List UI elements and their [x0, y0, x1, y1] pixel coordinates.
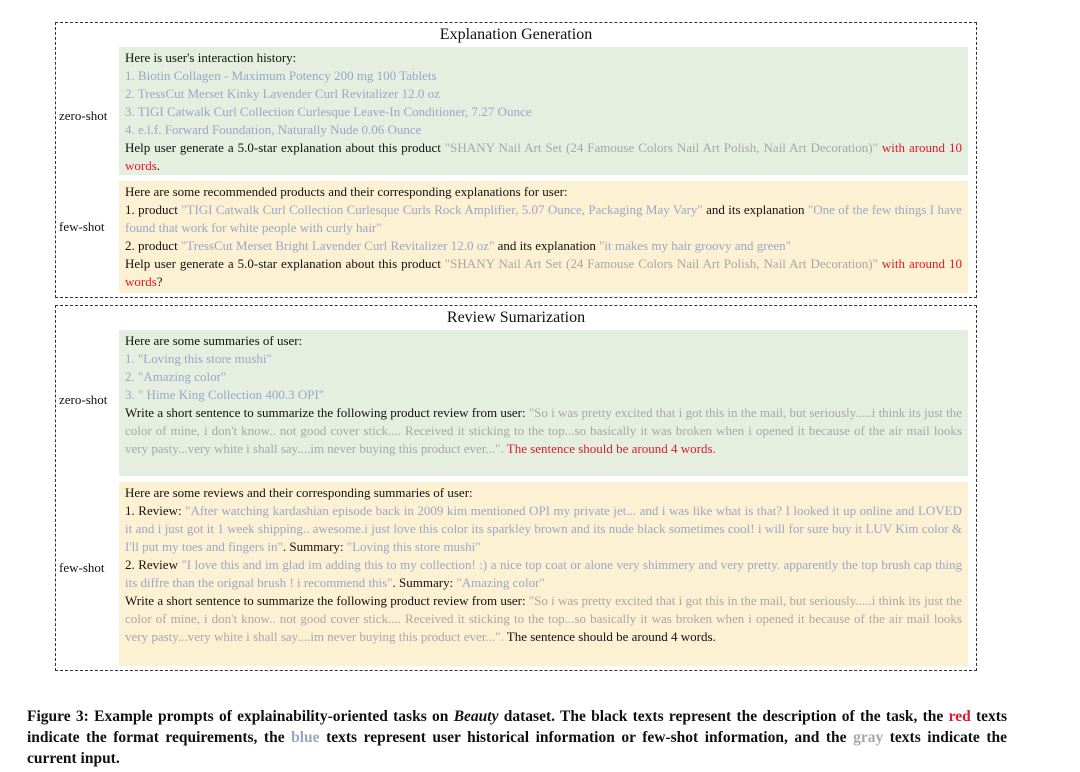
- figure-caption: [27, 706, 1007, 769]
- caption-text: texts indicate the current input.: [27, 729, 1008, 767]
- history-item: 4. e.l.f. Forward Foundation, Naturally Nude 0.06 Ounce: [125, 122, 422, 137]
- caption-text: texts represent user historical information or few-shot information, and the: [319, 729, 854, 746]
- section-title: Explanation Generation: [439, 26, 593, 43]
- prompt-intro: Here are some summaries of user:: [125, 333, 303, 348]
- caption-red-word: red: [948, 708, 971, 725]
- task-text: Help user generate a 5.0-star explanation about this product: [125, 140, 445, 155]
- format-requirement: The sentence should be around 4 words.: [503, 441, 716, 456]
- history-item: 1. Biotin Collagen - Maximum Potency 200 mg 100 Tablets: [125, 68, 437, 83]
- summary-item: 3. " Hime King Collection 400.3 OPI": [125, 387, 325, 402]
- current-review: "So i was pretty excited that i got this in the mail, but seriously.....i think its just the color of mine, i don't know.. not good cover stick.... Received it sticking to the top...so basically it was broken when i opened it because of the air mail looks very pasty...very white i shall say....im never buying this product ever...".: [125, 405, 963, 456]
- example-label: 1. Review:: [125, 503, 186, 518]
- format-requirement: with around 10 words: [125, 256, 963, 289]
- section-title: Review Sumarization: [446, 309, 586, 326]
- summary-item: 1. "Loving this store mushi": [125, 351, 272, 366]
- few-shot-prompt: [119, 181, 968, 293]
- summary-item: 2. "Amazing color": [125, 369, 227, 384]
- few-shot-label: few-shot: [59, 219, 105, 234]
- summary-label: . Summary:: [282, 539, 347, 554]
- explanation-generation-panel: [55, 22, 977, 298]
- format-requirement: with around 10 words: [125, 140, 963, 173]
- caption-blue-word: blue: [291, 729, 320, 746]
- caption-text: Figure 3: Example prompts of explainability-oriented tasks on: [27, 708, 454, 725]
- example-explanation: "One of the few things I have found that work for white people with curly hair": [125, 202, 962, 235]
- example-mid: and its explanation: [702, 202, 808, 217]
- task-text: Write a short sentence to summarize the following product review from user:: [125, 593, 529, 608]
- task-text: Help user generate a 5.0-star explanation about this product: [125, 256, 445, 271]
- current-product: "SHANY Nail Art Set (24 Famouse Colors Nail Art Polish, Nail Art Decoration)": [444, 256, 878, 271]
- caption-text: texts indicate the format requirements, the: [27, 708, 1007, 746]
- zero-shot-prompt: [119, 47, 968, 175]
- history-item: 2. TressCut Merset Kinky Lavender Curl Revitalizer 12.0 oz: [125, 86, 440, 101]
- example-review: "After watching kardashian episode back in 2009 kim mentioned OPI my private jet... and i was like what is that? I looked it up online and LOVED it and i just got it 1 week shipping.. awesome.i just love this color its sparkley brown and its nude black sometimes cool! i will for sure buy it LUV Kim color & I'll put my toes and fingers in": [125, 503, 962, 554]
- format-text: The sentence should be around 4 words.: [503, 629, 716, 644]
- example-product: "TIGI Catwalk Curl Collection Curlesque Curls Rock Amplifier, 5.07 Ounce, Packaging May Vary": [181, 202, 703, 217]
- dataset-name: Beauty: [453, 708, 499, 725]
- zero-shot-label: zero-shot: [59, 108, 108, 123]
- example-explanation: "it makes my hair groovy and green": [599, 238, 791, 253]
- zero-shot-label: zero-shot: [59, 392, 108, 407]
- zero-shot-prompt: [119, 330, 968, 476]
- current-review: "So i was pretty excited that i got this in the mail, but seriously.....i think its just the color of mine, i don't know.. not good cover stick.... Received it sticking to the top...so basically it was broken when i opened it because of the air mail looks very pasty...very white i shall say....im never buying this product ever...".: [125, 593, 963, 644]
- example-summary: "Loving this store mushi": [346, 539, 481, 554]
- prompt-intro: Here are some recommended products and their corresponding explanations for user:: [125, 184, 568, 199]
- example-label: 1. product: [125, 202, 182, 217]
- example-mid: and its explanation: [494, 238, 600, 253]
- punct: .: [156, 158, 161, 173]
- example-review: "I love this and im glad im adding this to my collection! :) a nice top coat or alone very shimmery and very pretty. apparently the top brush cap thing its diffre than the orignal brush ! i recommend this": [125, 557, 962, 590]
- prompt-intro: Here is user's interaction history:: [125, 50, 297, 65]
- review-summarization-panel: [55, 305, 977, 671]
- task-text: Write a short sentence to summarize the following product review from user:: [125, 405, 529, 420]
- caption-text: dataset. The black texts represent the description of the task, the: [498, 708, 949, 725]
- punct: ?: [156, 274, 163, 289]
- history-item: 3. TIGI Catwalk Curl Collection Curlesque Leave-In Conditioner, 7.27 Ounce: [125, 104, 532, 119]
- summary-label: . Summary:: [392, 575, 457, 590]
- caption-gray-word: gray: [853, 729, 884, 746]
- example-label: 2. Review: [125, 557, 182, 572]
- example-label: 2. product: [125, 238, 181, 253]
- example-product: "TressCut Merset Bright Lavender Curl Revitalizer 12.0 oz": [180, 238, 495, 253]
- few-shot-prompt: [119, 482, 968, 666]
- current-product: "SHANY Nail Art Set (24 Famouse Colors Nail Art Polish, Nail Art Decoration)": [444, 140, 878, 155]
- few-shot-label: few-shot: [59, 560, 105, 575]
- prompt-intro: Here are some reviews and their corresponding summaries of user:: [125, 485, 473, 500]
- example-summary: "Amazing color": [456, 575, 545, 590]
